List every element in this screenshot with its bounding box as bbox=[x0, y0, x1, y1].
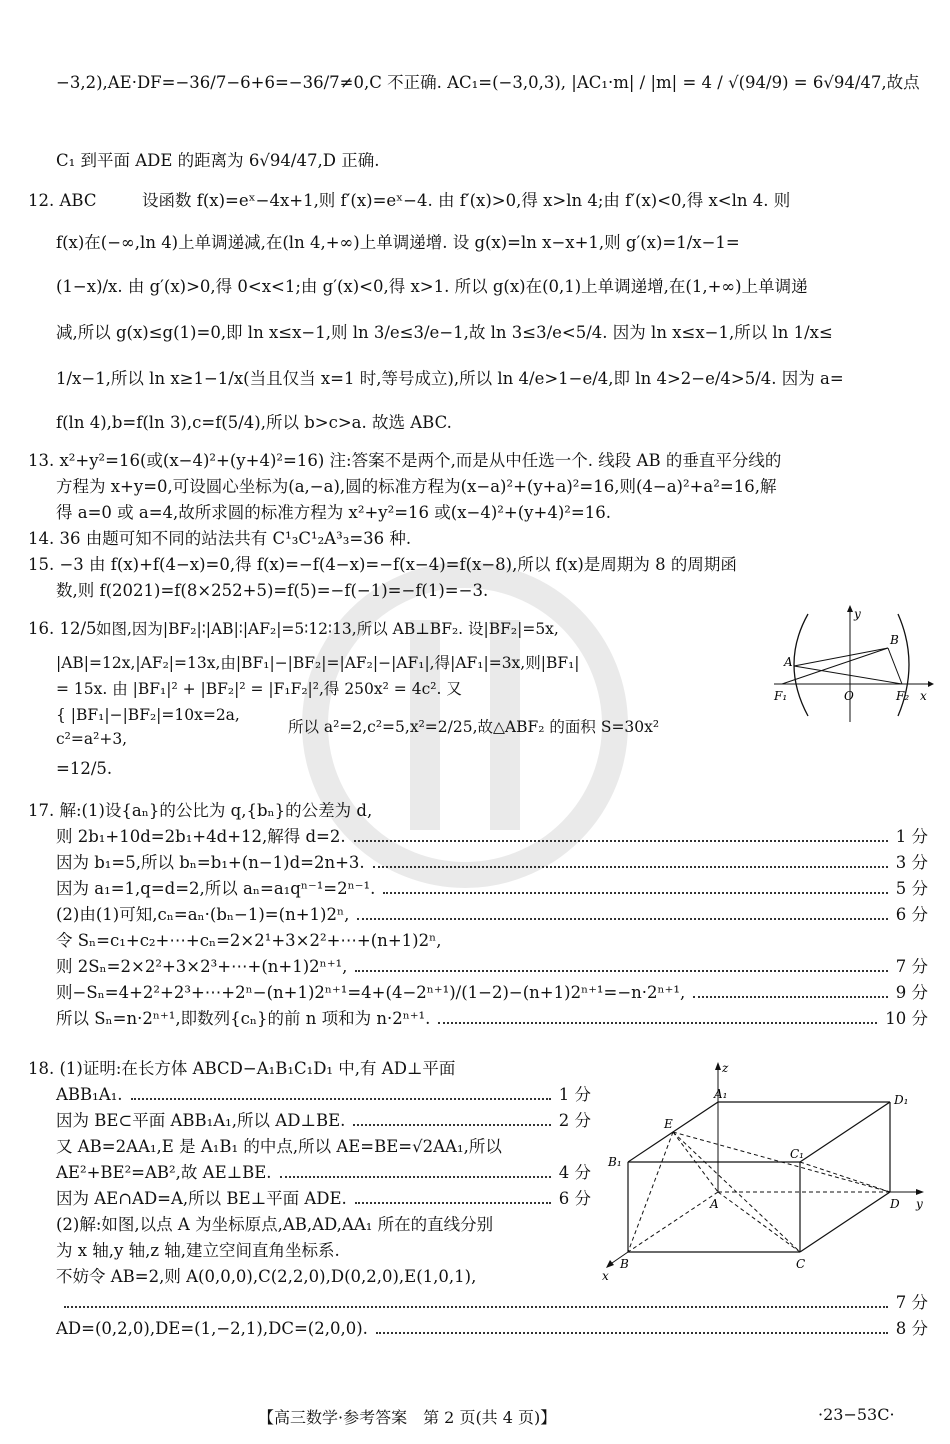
q17-row bbox=[56, 826, 928, 848]
label-F2: F₂ bbox=[896, 689, 910, 703]
q18-row bbox=[56, 1188, 591, 1210]
footer-page-info: 【高三数学·参考答案 第 2 页(共 4 页)】 bbox=[258, 1408, 557, 1427]
q17-text: 则 2b₁+10d=2b₁+4d+12,解得 d=2. bbox=[56, 827, 346, 846]
q18-vectors: AD=(0,2,0),DE=(1,−2,1),DC=(2,0,0). bbox=[56, 1319, 368, 1338]
label-B: B bbox=[890, 633, 899, 647]
q18-row bbox=[56, 1084, 591, 1106]
footer-code: ·23−53C· bbox=[818, 1405, 895, 1424]
q18-row bbox=[56, 1110, 591, 1132]
q17-text: 因为 a₁=1,q=d=2,所以 aₙ=a₁qⁿ⁻¹=2ⁿ⁻¹. bbox=[56, 879, 376, 898]
label-C1: C₁ bbox=[790, 1147, 804, 1161]
q12-line-5: 1/x−1,所以 ln x≥1−1/x(当且仅当 x=1 时,等号成立),所以 ln 4/e>1−e/4,即 ln 4>2−e/4>5/4. 因为 a= bbox=[56, 369, 844, 388]
label-x: x bbox=[602, 1269, 609, 1283]
q17-score: 10 分 bbox=[885, 1009, 928, 1028]
label-O: O bbox=[844, 689, 854, 703]
q12-line-4: 减,所以 g(x)≤g(1)=0,即 ln x≤x−1,则 ln 3/e≤3/e−1,故 ln 3≤3/e<5/4. 因为 ln x≤x−1,所以 ln 1/x≤ bbox=[56, 323, 833, 342]
q16-label: 16. 12/5 bbox=[28, 619, 97, 638]
q18-last-row bbox=[56, 1318, 928, 1340]
q17-score: 5 分 bbox=[895, 879, 928, 898]
q18-score-7: 7 分 bbox=[895, 1293, 928, 1312]
q17-row bbox=[56, 878, 928, 900]
label-y: y bbox=[916, 1197, 923, 1211]
q17-row bbox=[56, 982, 928, 1004]
label-B1: B₁ bbox=[608, 1155, 622, 1169]
q15-line-2: 数,则 f(2021)=f(8×252+5)=f(5)=−f(−1)=−f(1)=−3. bbox=[56, 581, 489, 600]
q17-row bbox=[56, 904, 928, 926]
q18-text: 因为 AE∩AD=A,所以 BE⊥平面 ADE. bbox=[56, 1189, 347, 1208]
q18-text: 又 AB=2AA₁,E 是 A₁B₁ 的中点,所以 AE=BE=√2AA₁,所以 bbox=[56, 1137, 502, 1156]
label-D: D bbox=[890, 1197, 900, 1211]
q18-row bbox=[56, 1214, 591, 1236]
label-A: A bbox=[784, 655, 793, 669]
q18-text: ABB₁A₁. bbox=[56, 1085, 123, 1104]
q17-row bbox=[56, 956, 928, 978]
q17-row bbox=[56, 930, 928, 952]
q18-text: AE²+BE²=AB²,故 AE⊥BE. bbox=[56, 1163, 272, 1182]
segment-AB bbox=[794, 648, 888, 666]
label-C: C bbox=[796, 1257, 806, 1271]
q18-row bbox=[56, 1136, 591, 1158]
q17-text: 则−Sₙ=4+2²+2³+⋯+2ⁿ−(n+1)2ⁿ⁺¹=4+(4−2ⁿ⁺¹)/(1−2)−(n+1)2ⁿ⁺¹=−n·2ⁿ⁺¹, bbox=[56, 983, 686, 1002]
q17-text: 因为 b₁=5,所以 bₙ=b₁+(n−1)d=2n+3. bbox=[56, 853, 365, 872]
hyperbola-figure bbox=[770, 604, 935, 724]
line-1: −3,2),AE·DF=−36/7−6+6=−36/7≠0,C 不正确. AC₁=(−3,0,3), |AC₁·m| / |m| = 4 / √(94/9) = 6√94/47,故点 bbox=[56, 73, 920, 92]
q18-row bbox=[56, 1240, 591, 1262]
q17-score: 7 分 bbox=[895, 957, 928, 976]
q13-line-1: 13. x²+y²=16(或(x−4)²+(y+4)²=16) 注:答案不是两个,而是从中任选一个. 线段 AB 的垂直平分线的 bbox=[28, 451, 782, 470]
q13-line-3: 得 a=0 或 a=4,故所求圆的标准方程为 x²+y²=16 或(x−4)²+(y+4)²=16. bbox=[56, 503, 611, 522]
q18-score: 6 分 bbox=[558, 1189, 591, 1208]
q18-dots-row bbox=[56, 1292, 928, 1314]
cuboid-figure bbox=[600, 1060, 935, 1285]
label-x: x bbox=[920, 689, 927, 703]
label-F1: F₁ bbox=[774, 689, 788, 703]
label-B: B bbox=[620, 1257, 629, 1271]
q17-score: 9 分 bbox=[895, 983, 928, 1002]
q16-system-2: c²=a²+3, bbox=[56, 730, 128, 748]
segment-BF2 bbox=[888, 648, 902, 684]
q13-line-2: 方程为 x+y=0,可设圆心坐标为(a,−a),圆的标准方程为(x−a)²+(y+a)²=16,则(4−a)²+a²=16,解 bbox=[56, 477, 777, 496]
q17-text: 则 2Sₙ=2×2²+3×2³+⋯+(n+1)2ⁿ⁺¹, bbox=[56, 957, 348, 976]
q17-row bbox=[56, 852, 928, 874]
q16-line-4: 所以 a²=2,c²=5,x²=2/25,故△ABF₂ 的面积 S=30x² bbox=[288, 718, 660, 736]
q17-score: 6 分 bbox=[895, 905, 928, 924]
q17-score: 1 分 bbox=[895, 827, 928, 846]
q18-text: (2)解:如图,以点 A 为坐标原点,AB,AD,AA₁ 所在的直线分别 bbox=[56, 1215, 494, 1234]
q18-score: 4 分 bbox=[558, 1163, 591, 1182]
q12-line-1: 设函数 f(x)=eˣ−4x+1,则 f′(x)=eˣ−4. 由 f′(x)>0,得 x>ln 4;由 f′(x)<0,得 x<ln 4. 则 bbox=[142, 191, 791, 210]
q18-text: 为 x 轴,y 轴,z 轴,建立空间直角坐标系. bbox=[56, 1241, 340, 1260]
q14-line: 14. 36 由题可知不同的站法共有 C¹₃C¹₂A³₃=36 种. bbox=[28, 529, 412, 548]
line-2: C₁ 到平面 ADE 的距离为 6√94/47,D 正确. bbox=[56, 151, 380, 170]
q12-line-3: (1−x)/x. 由 g′(x)>0,得 0<x<1;由 g′(x)<0,得 x>1. 所以 g(x)在(0,1)上单调递增,在(1,+∞)上单调递 bbox=[56, 277, 808, 296]
q17-text: (2)由(1)可知,cₙ=aₙ·(bₙ−1)=(n+1)2ⁿ, bbox=[56, 905, 350, 924]
label-A1: A₁ bbox=[714, 1087, 728, 1101]
q18-row bbox=[56, 1266, 591, 1288]
q18-intro: 18. (1)证明:在长方体 ABCD−A₁B₁C₁D₁ 中,有 AD⊥平面 bbox=[28, 1059, 456, 1078]
q18-row bbox=[56, 1162, 591, 1184]
q16-line-5: =12/5. bbox=[56, 759, 113, 778]
q12-line-2: f(x)在(−∞,ln 4)上单调递减,在(ln 4,+∞)上单调递增. 设 g(x)=ln x−x+1,则 g′(x)=1/x−1= bbox=[56, 233, 740, 252]
q12-label: 12. ABC bbox=[28, 191, 97, 210]
q16-line-2: |AB|=12x,|AF₂|=13x,由|BF₁|−|BF₂|=|AF₂|−|AF₁|,得|AF₁|=3x,则|BF₁| bbox=[56, 654, 580, 672]
q16-system-1: { |BF₁|−|BF₂|=10x=2a, bbox=[56, 706, 240, 724]
q18-score: 1 分 bbox=[558, 1085, 591, 1104]
q16-line-3: = 15x. 由 |BF₁|² + |BF₂|² = |F₁F₂|²,得 250x² = 4c². 又 bbox=[56, 680, 462, 698]
q16-line-1: 如图,因为|BF₂|∶|AB|∶|AF₂|=5∶12∶13,所以 AB⊥BF₂. 设|BF₂|=5x, bbox=[96, 620, 559, 638]
q17-text: 令 Sₙ=c₁+c₂+⋯+cₙ=2×2¹+3×2²+⋯+(n+1)2ⁿ, bbox=[56, 931, 442, 950]
q17-text: 所以 Sₙ=n·2ⁿ⁺¹,即数列{cₙ}的前 n 项和为 n·2ⁿ⁺¹. bbox=[56, 1009, 431, 1028]
label-y: y bbox=[854, 607, 861, 621]
q17-intro: 17. 解:(1)设{aₙ}的公比为 q,{bₙ}的公差为 d, bbox=[28, 801, 373, 820]
label-A: A bbox=[710, 1197, 719, 1211]
q18-text: 因为 BE⊂平面 ABB₁A₁,所以 AD⊥BE. bbox=[56, 1111, 346, 1130]
q18-text: 不妨令 AB=2,则 A(0,0,0),C(2,2,0),D(0,2,0),E(1,0,1), bbox=[56, 1267, 477, 1286]
q17-row bbox=[56, 1008, 928, 1030]
q12-line-6: f(ln 4),b=f(ln 3),c=f(5/4),所以 b>c>a. 故选 ABC. bbox=[56, 413, 452, 432]
q18-score: 2 分 bbox=[558, 1111, 591, 1130]
segment-AF2 bbox=[794, 666, 902, 684]
label-z: z bbox=[722, 1061, 729, 1075]
q17-score: 3 分 bbox=[895, 853, 928, 872]
q15-line-1: 15. −3 由 f(x)+f(4−x)=0,得 f(x)=−f(4−x)=−f(x−4)=f(x−8),所以 f(x)是周期为 8 的周期函 bbox=[28, 555, 737, 574]
q18-score-8: 8 分 bbox=[895, 1319, 928, 1338]
label-E: E bbox=[664, 1117, 673, 1131]
label-D1: D₁ bbox=[894, 1093, 909, 1107]
